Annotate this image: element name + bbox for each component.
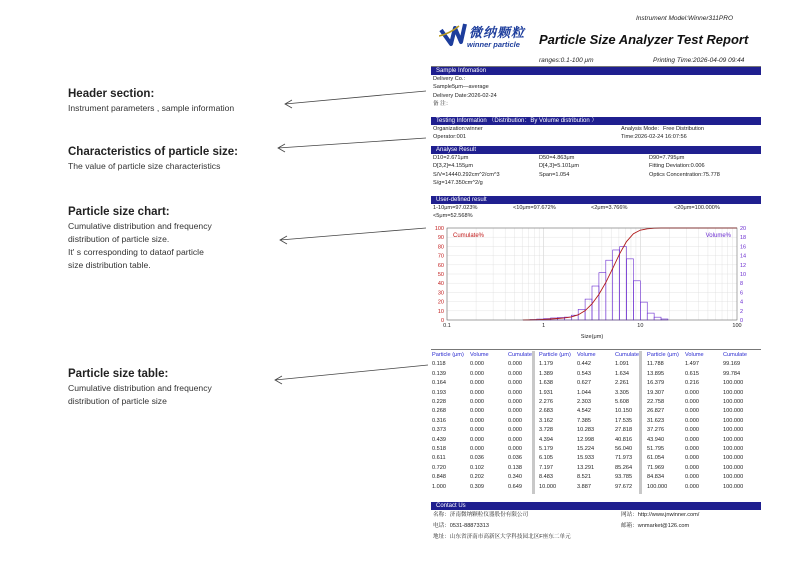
table-column-separator — [639, 351, 642, 494]
table-cell: 100.000 — [723, 474, 744, 481]
right-tick-label: 10 — [740, 272, 747, 278]
volume-bar — [633, 281, 640, 320]
section-bar: Analyse Result — [431, 146, 761, 154]
table-header-volume: Volume — [577, 352, 596, 358]
table-cell: 1.091 — [615, 361, 629, 368]
table-cell: 0.439 — [432, 436, 446, 443]
right-tick-label: 20 — [740, 226, 747, 232]
table-cell: 97.672 — [615, 483, 633, 490]
table-cell: 84.834 — [647, 474, 665, 481]
table-cell: 27.818 — [615, 427, 633, 434]
table-cell: 100.000 — [723, 380, 744, 387]
sample-section — [431, 67, 761, 109]
section-bar: Testing Information （Distribution：By Volume distribution ） — [431, 117, 761, 125]
analyse-row — [431, 171, 761, 179]
table-cell: 1.000 — [432, 483, 446, 490]
table-cell: 2.276 — [539, 399, 553, 405]
contact-row — [431, 532, 761, 543]
testing-row — [431, 133, 761, 141]
x-tick-label: 100 — [732, 323, 742, 329]
right-tick-label: 0 — [740, 318, 744, 324]
x-tick-label: 0.1 — [443, 323, 451, 329]
left-tick-label: 30 — [437, 290, 444, 297]
section-bar: User-defined result — [431, 196, 761, 204]
user-defined-row — [431, 204, 761, 212]
table-cell: 5.179 — [539, 446, 553, 452]
table-cell: 0.000 — [470, 427, 484, 434]
table-cell: 0.036 — [508, 455, 522, 462]
table-cell: 1.497 — [685, 361, 699, 368]
table-cell: 3.162 — [539, 417, 553, 424]
table-cell: 0.268 — [432, 408, 446, 415]
table-cell: 1.931 — [539, 389, 553, 396]
table-cell: 15.224 — [577, 446, 595, 452]
left-tick-label: 80 — [437, 244, 444, 251]
table-cell: 99.784 — [723, 370, 741, 377]
annotation-text: The value of particle size characteristics — [68, 161, 221, 171]
particle-size-chart — [425, 222, 755, 344]
table-cell: 0.000 — [508, 436, 522, 443]
left-tick-label: 50 — [437, 272, 444, 278]
table-cell: 10.150 — [615, 408, 633, 415]
table-cell: 0.649 — [508, 483, 522, 490]
analyse-cell: D50=4.863μm — [539, 155, 575, 161]
table-cell: 0.000 — [508, 427, 522, 434]
user-defined-cell: <2μm=3.766% — [591, 205, 628, 211]
x-axis-ticks — [443, 323, 741, 329]
table-cell: 0.000 — [685, 408, 699, 415]
left-axis-label: Cumulate% — [453, 233, 485, 239]
table-cell: 0.000 — [685, 389, 699, 396]
table-cell: 13.895 — [647, 370, 665, 377]
printing-time: Printing Time:2026-04-09 09:44 — [653, 57, 745, 64]
volume-bar — [654, 317, 661, 320]
table-cell: 100.000 — [723, 399, 744, 405]
table-cell: 13.291 — [577, 464, 595, 471]
table-column-separator — [532, 351, 535, 494]
table-cell: 0.543 — [577, 370, 591, 377]
table-cell: 0.000 — [685, 455, 699, 462]
right-axis-ticks — [740, 226, 746, 324]
table-cell: 0.139 — [432, 370, 446, 377]
table-cell: 3.728 — [539, 427, 553, 434]
table-cell: 0.720 — [432, 464, 446, 471]
table-cell: 0.000 — [470, 399, 484, 405]
user-defined-cell: 1-10μm=97.023% — [433, 205, 478, 211]
table-cell: 0.216 — [685, 380, 699, 387]
table-cell: 8.521 — [577, 474, 591, 481]
table-cell: 0.615 — [685, 370, 699, 377]
table-cell: 0.193 — [432, 389, 446, 396]
sample-line — [431, 75, 761, 83]
arrow-icon — [285, 91, 426, 104]
volume-bar — [599, 273, 606, 320]
table-cell: 1.179 — [539, 361, 553, 368]
annotation-text: Cumulative distribution and frequency — [68, 383, 212, 393]
table-cell: 51.795 — [647, 446, 665, 452]
user-defined-cell: <20μm=100.000% — [674, 205, 720, 211]
sample-line — [431, 100, 761, 108]
testing-row — [431, 125, 761, 133]
table-cell: 0.164 — [432, 380, 446, 387]
ranges: ranges:0.1-100 μm — [539, 57, 594, 64]
table-cell: 11.788 — [647, 361, 664, 368]
table-cell: 1.634 — [615, 370, 629, 377]
table-cell: 7.197 — [539, 464, 553, 471]
table-cell: 3.305 — [615, 389, 629, 396]
table-cell: 0.000 — [508, 446, 522, 452]
right-tick-label: 16 — [740, 244, 747, 251]
company-name: 名称：济南微纳颗粒仪器股份有限公司 — [433, 512, 529, 518]
table-cell: 17.535 — [615, 417, 633, 424]
table-cell: 0.000 — [685, 417, 699, 424]
table-cell: 0.000 — [470, 446, 484, 452]
table-header-cumulate: Cumulate — [615, 352, 639, 358]
table-cell: 0.000 — [508, 399, 522, 405]
left-tick-label: 40 — [437, 281, 444, 288]
section-bar: Sample Infomation — [431, 67, 761, 75]
table-cell: 0.000 — [508, 417, 522, 424]
table-cell: 1.638 — [539, 380, 553, 387]
particle-size-table — [431, 349, 761, 499]
table-cell: 12.998 — [577, 436, 595, 443]
table-cell: 16.379 — [647, 380, 665, 387]
table-cell: 0.000 — [685, 436, 699, 443]
sample-text: Delivery Date:2026-02-24 — [433, 92, 497, 99]
table-cell: 1.044 — [577, 389, 591, 396]
table-cell: 1.389 — [539, 370, 553, 377]
table-cell: 0.442 — [577, 361, 591, 368]
table-cell: 0.202 — [470, 474, 484, 481]
analyse-cell: S/g=147.350cm^2/g — [433, 180, 483, 187]
table-cell: 0.000 — [470, 389, 484, 396]
analyse-cell: Optics Concentration:75.778 — [649, 171, 720, 178]
table-header-volume: Volume — [470, 352, 489, 358]
table-cell: 3.887 — [577, 483, 591, 490]
right-tick-label: 12 — [740, 262, 747, 269]
table-cell: 4.394 — [539, 436, 553, 443]
user-defined-cell: <10μm=97.672% — [513, 205, 556, 211]
table-cell: 2.261 — [615, 380, 629, 387]
table-cell: 7.385 — [577, 417, 591, 424]
user-defined-row — [431, 212, 761, 220]
logo-en: winner particle — [467, 40, 520, 49]
table-cell: 99.169 — [723, 361, 741, 368]
table-header-volume: Volume — [685, 352, 704, 358]
annotation-heading: Particle size chart: — [68, 206, 170, 218]
table-cell: 0.518 — [432, 446, 446, 452]
table-cell: 100.000 — [723, 446, 744, 452]
left-tick-label: 20 — [437, 299, 444, 306]
right-tick-label: 2 — [740, 308, 744, 315]
table-cell: 43.940 — [647, 436, 665, 443]
right-tick-label: 14 — [740, 253, 747, 260]
table-cell: 0.000 — [508, 361, 522, 368]
table-cell: 22.758 — [647, 399, 665, 405]
sample-text: Delivery Co.: — [433, 76, 466, 82]
table-cell: 31.623 — [647, 417, 665, 424]
table-cell: 19.307 — [647, 389, 665, 396]
table-header-cumulate: Cumulate — [723, 352, 747, 358]
organization: Organization:winner — [433, 126, 483, 132]
address: 地址：山东省济南市高新区大学科技园北区F座东二单元 — [433, 534, 571, 540]
contact-section — [431, 502, 761, 543]
sample-text: Sample5μm—average — [433, 84, 489, 91]
table-cell: 0.000 — [685, 474, 699, 481]
section-bar: Contact Us — [431, 502, 761, 510]
test-time: Time:2026-02-24 16:07:56 — [621, 134, 687, 141]
analyse-cell: D[4,3]=5.101μm — [539, 163, 580, 170]
table-cell: 0.118 — [432, 361, 446, 368]
table-cell: 4.542 — [577, 408, 591, 415]
table-cell: 0.036 — [470, 455, 484, 462]
annotation-text: Cumulative distribution and frequency — [68, 221, 212, 231]
table-cell: 37.276 — [647, 427, 665, 434]
table-cell: 0.000 — [508, 389, 522, 396]
table-cell: 0.000 — [685, 427, 699, 434]
table-cell: 0.340 — [508, 474, 522, 481]
right-tick-label: 4 — [740, 299, 744, 306]
table-cell: 0.102 — [470, 464, 484, 471]
table-cell: 6.105 — [539, 455, 553, 462]
logo-icon — [439, 22, 467, 48]
analysis-mode: Analysis Mode：Free Distribution — [621, 126, 705, 132]
website-link[interactable]: 网站：http://www.jnwinner.com/ — [621, 512, 700, 518]
annotation-text: It' s corresponding to dataof particle — [68, 247, 204, 257]
table-cell: 10.000 — [539, 483, 557, 490]
contact-row — [431, 521, 761, 532]
table-cell: 0.848 — [432, 474, 446, 481]
phone: 电话：0531-88873313 — [433, 523, 489, 529]
annotation-text: distribution of particle size. — [68, 234, 170, 244]
analyse-section — [431, 146, 761, 188]
table-cell: 61.054 — [647, 455, 665, 462]
arrow-icon — [278, 138, 426, 148]
table-cell: 0.000 — [685, 464, 699, 471]
left-tick-label: 10 — [437, 308, 444, 315]
analyse-cell: D90=7.795μm — [649, 155, 685, 161]
x-tick-label: 1 — [542, 323, 546, 329]
sample-line — [431, 83, 761, 91]
report-title: Particle Size Analyzer Test Report — [539, 32, 749, 47]
analyse-row — [431, 179, 761, 187]
table-cell: 5.608 — [615, 399, 629, 405]
table-cell: 85.264 — [615, 464, 633, 471]
table-cell: 0.000 — [685, 483, 699, 490]
table-cell: 0.228 — [432, 399, 446, 405]
table-cell: 56.040 — [615, 446, 633, 452]
table-cell: 0.000 — [470, 408, 484, 415]
email-link[interactable]: 邮箱：wnmarket@126.com — [621, 523, 690, 529]
left-tick-label: 70 — [437, 253, 444, 260]
instrument-model: Instrument Model:Winner311PRO — [636, 15, 734, 22]
table-cell: 0.611 — [432, 455, 446, 462]
analyse-cell: D[3,2]=4.155μm — [433, 163, 474, 170]
table-header-particle: Particle (μm) — [432, 352, 464, 358]
table-cell: 10.283 — [577, 427, 595, 434]
table-cell: 0.000 — [470, 361, 484, 368]
annotation-heading: Particle size table: — [68, 368, 169, 380]
user-defined-cell: <5μm=52.568% — [433, 213, 473, 220]
right-tick-label: 6 — [740, 290, 744, 297]
right-axis-label: Volume% — [705, 233, 731, 239]
analyse-row — [431, 154, 761, 162]
table-header-cumulate: Cumulate — [508, 352, 532, 358]
table-cell: 0.000 — [470, 380, 484, 387]
testing-section — [431, 117, 761, 142]
analyse-row — [431, 162, 761, 170]
analyse-cell: S/V=14440.292cm^2/cm^3 — [433, 171, 500, 178]
table-cell: 0.373 — [432, 427, 446, 434]
analyse-cell: Span=1.054 — [539, 171, 570, 178]
table-cell: 0.000 — [685, 399, 699, 405]
table-cell: 100.000 — [723, 408, 744, 415]
logo-cn: 微纳颗粒 — [469, 25, 526, 40]
annotation-text: size distribution table. — [68, 260, 151, 270]
sample-line — [431, 92, 761, 100]
table-cell: 100.000 — [723, 436, 744, 443]
table-cell: 0.000 — [508, 408, 522, 415]
table-cell: 100.000 — [723, 483, 744, 490]
left-tick-label: 100 — [434, 226, 444, 232]
sample-text: 备 注： — [433, 101, 452, 108]
divider — [431, 349, 761, 350]
table-cell: 100.000 — [723, 455, 744, 462]
table-cell: 100.000 — [723, 389, 744, 396]
table-cell: 0.138 — [508, 464, 522, 471]
table-cell: 0.000 — [470, 436, 484, 443]
table-cell: 0.309 — [470, 483, 484, 490]
table-cell: 100.000 — [723, 427, 744, 434]
right-tick-label: 18 — [740, 235, 747, 242]
left-axis-ticks — [435, 226, 444, 324]
table-cell: 71.969 — [647, 464, 665, 471]
volume-bar — [606, 260, 613, 320]
table-cell: 100.000 — [723, 417, 744, 424]
table-header-particle: Particle (μm) — [647, 352, 679, 358]
table-cell: 0.627 — [577, 380, 591, 387]
arrow-icon — [280, 228, 426, 240]
table-header-particle: Particle (μm) — [539, 352, 571, 358]
table-cell: 71.973 — [615, 455, 633, 462]
table-cell: 2.683 — [539, 408, 553, 415]
user-defined-section — [431, 196, 761, 221]
annotation-text: distribution of particle size — [68, 396, 167, 406]
table-cell: 0.000 — [470, 417, 484, 424]
annotation-heading: Header section: — [68, 88, 155, 100]
analyse-cell: D10=2.671μm — [433, 155, 469, 161]
table-cell: 2.303 — [577, 399, 591, 405]
annotation-heading: Characteristics of particle size: — [68, 146, 239, 158]
table-cell: 0.000 — [470, 370, 484, 377]
arrow-icon — [275, 365, 428, 380]
annotation-text: Instrument parameters , sample information — [68, 103, 235, 113]
table-cell: 0.000 — [508, 370, 522, 377]
left-tick-label: 90 — [437, 235, 444, 242]
x-tick-label: 10 — [637, 323, 644, 329]
table-cell: 93.785 — [615, 474, 633, 481]
table-cell: 0.000 — [508, 380, 522, 387]
left-tick-label: 0 — [440, 318, 444, 324]
right-tick-label: 8 — [740, 281, 744, 288]
operator: Operator:001 — [433, 134, 466, 141]
table-cell: 0.000 — [685, 446, 699, 452]
volume-bar — [640, 302, 647, 320]
table-cell: 26.827 — [647, 408, 665, 415]
volume-bar — [647, 313, 654, 320]
table-cell: 15.933 — [577, 455, 595, 462]
contact-row — [431, 510, 761, 521]
table-cell: 8.483 — [539, 474, 553, 481]
table-cell: 100.000 — [723, 464, 744, 471]
x-axis-label: Size(μm) — [580, 334, 604, 340]
analyse-cell: Fitting Deviation:0.006 — [649, 163, 705, 170]
left-tick-label: 60 — [437, 262, 444, 269]
table-cell: 0.316 — [432, 417, 446, 424]
table-cell: 40.816 — [615, 436, 633, 443]
table-cell: 100.000 — [647, 483, 668, 490]
